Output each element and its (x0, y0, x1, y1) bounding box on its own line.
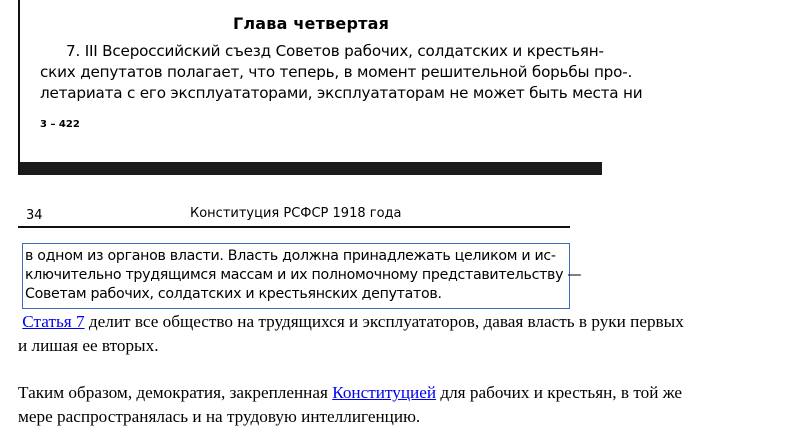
paragraph-text: Таким образом, демократия, закрепленная (18, 383, 333, 402)
page-number: 34 (26, 208, 43, 223)
scan-text-line: 7. III Всероссийский съезд Советов рабочих, солдатских и крестьян- (66, 42, 604, 60)
scan-text-line: в одном из органов власти. Власть должна принадлежать целиком и ис- (25, 248, 556, 264)
chapter-title: Глава четвертая (232, 14, 390, 33)
header-rule (18, 226, 570, 228)
running-title: Конституция РСФСР 1918 года (190, 206, 402, 221)
scan-text-line: ских депутатов полагает, что теперь, в момент решительной борьбы про-. (40, 63, 633, 81)
page-signature: 3 – 422 (40, 119, 80, 130)
paragraph-article-7 (18, 310, 778, 358)
scan-text-line: Советам рабочих, солдатских и крестьянских депутатов. (25, 286, 442, 302)
paragraph-democracy (18, 381, 778, 429)
paragraph-text: и лишая ее вторых. (18, 336, 159, 355)
scanned-page-top (18, 0, 643, 175)
paragraph-text: делит все общество на трудящихся и эксплуататоров, давая власть в руки первых (84, 312, 684, 331)
scan-text-line: ключительно трудящимся массам и их полномочному представительству — (25, 267, 582, 283)
constitution-link[interactable]: Конституцией (332, 383, 437, 402)
paragraph-text: мере распространялась и на трудовую интеллигенцию. (18, 407, 421, 426)
article-7-link[interactable]: Статья 7 (22, 312, 85, 331)
page-edge-bar (20, 162, 602, 175)
scanned-page-header (18, 200, 570, 240)
scanned-text-box (22, 243, 582, 309)
paragraph-text: для рабочих и крестьян, в той же (436, 383, 682, 402)
scan-text-line: летариата с его эксплуататорами, эксплуататорам не может быть места ни (40, 84, 643, 102)
